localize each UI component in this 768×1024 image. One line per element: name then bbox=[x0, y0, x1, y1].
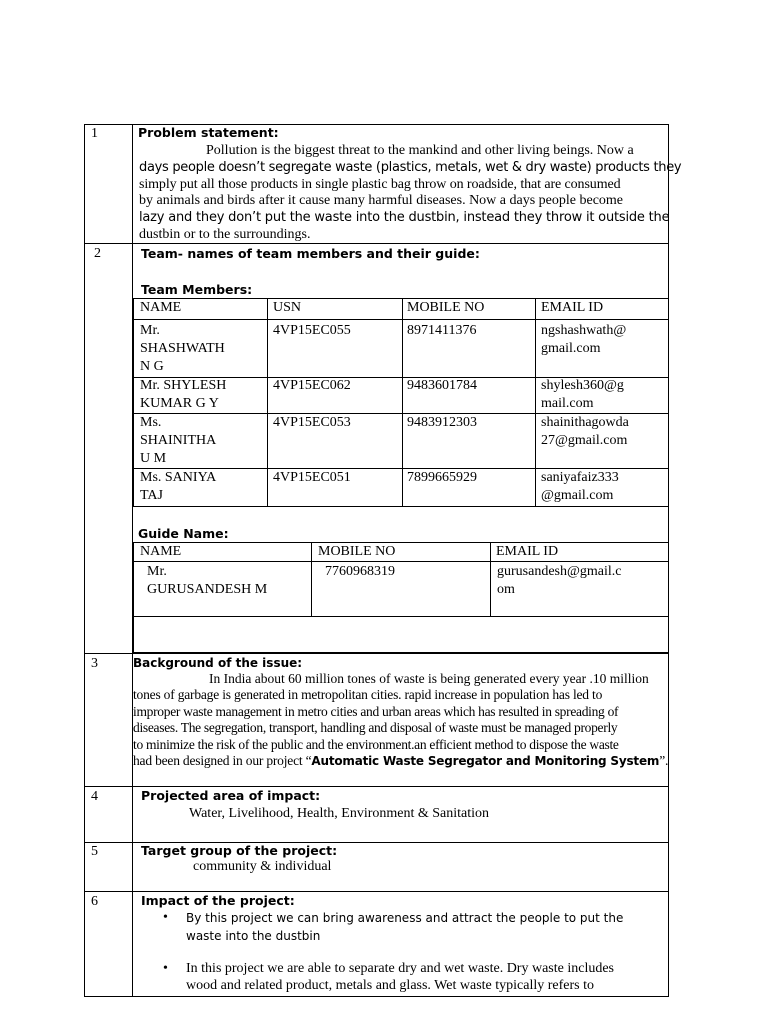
row-number: 1 bbox=[91, 126, 98, 141]
guide-header-name: NAME bbox=[140, 544, 182, 559]
team-header-name: NAME bbox=[140, 300, 182, 315]
row-number: 6 bbox=[91, 894, 98, 909]
team-heading: Team- names of team members and their guide: bbox=[141, 246, 480, 261]
background-text-line: In India about 60 million tones of waste is being generated every year .10 million bbox=[209, 671, 649, 686]
guide-header-mobile: MOBILE NO bbox=[318, 544, 396, 559]
member-name: Mr. SHASHWATH N G bbox=[140, 323, 225, 374]
empty-cell bbox=[133, 617, 669, 653]
member-usn: 4VP15EC062 bbox=[273, 378, 351, 393]
background-text-line: tones of garbage is generated in metropolitan cities. rapid increase in population has led to bbox=[133, 687, 603, 702]
member-name: Ms. SHAINITHA U M bbox=[140, 415, 217, 466]
guide-name: Mr. GURUSANDESH M bbox=[147, 564, 268, 597]
member-name: Ms. SANIYA TAJ bbox=[140, 470, 217, 503]
impact-bullet-line: wood and related product, metals and glass. Wet waste typically refers to bbox=[186, 978, 594, 993]
background-text-line: had been designed in our project “Automatic Waste Segregator and Monitoring System”. bbox=[133, 753, 669, 768]
problem-text-line: Pollution is the biggest threat to the mankind and other living beings. Now a bbox=[206, 143, 634, 158]
row-number: 3 bbox=[91, 656, 98, 671]
member-email: shainithagowda 27@gmail.com bbox=[541, 415, 629, 448]
member-email: saniyafaiz333 @gmail.com bbox=[541, 470, 619, 503]
member-usn: 4VP15EC053 bbox=[273, 415, 351, 430]
member-mobile: 9483601784 bbox=[407, 378, 477, 393]
impact-bullet-line: In this project we are able to separate dry and wet waste. Dry waste includes bbox=[186, 961, 615, 976]
member-mobile: 8971411376 bbox=[407, 323, 477, 338]
row-divider bbox=[84, 243, 669, 244]
team-members-heading: Team Members: bbox=[141, 282, 253, 297]
project-title: Automatic Waste Segregator and Monitoring System bbox=[311, 754, 660, 768]
team-header-usn: USN bbox=[273, 300, 302, 315]
target-group-heading: Target group of the project: bbox=[141, 843, 338, 858]
guide-mobile: 7760968319 bbox=[325, 564, 395, 579]
team-table-col-divider bbox=[402, 298, 403, 507]
team-table-row-divider bbox=[133, 319, 669, 320]
team-table-col-divider bbox=[267, 298, 268, 507]
member-mobile: 9483912303 bbox=[407, 415, 477, 430]
guide-email: gurusandesh@gmail.c om bbox=[497, 564, 622, 597]
member-usn: 4VP15EC055 bbox=[273, 323, 351, 338]
target-group-text: community & individual bbox=[193, 859, 332, 874]
impact-heading: Impact of the project: bbox=[141, 893, 295, 908]
impact-area-text: Water, Livelihood, Health, Environment & Sanitation bbox=[189, 806, 490, 821]
member-mobile: 7899665929 bbox=[407, 470, 477, 485]
member-usn: 4VP15EC051 bbox=[273, 470, 351, 485]
impact-area-heading: Projected area of impact: bbox=[141, 788, 321, 803]
guide-table-row-divider bbox=[133, 561, 669, 562]
row-divider bbox=[84, 891, 669, 892]
problem-text-line: lazy and they don’t put the waste into the dustbin, instead they throw it outside the bbox=[139, 210, 670, 225]
row-divider bbox=[84, 786, 669, 787]
problem-text-line: days people doesn’t segregate waste (plastics, metals, wet & dry waste) products they bbox=[139, 160, 682, 175]
guide-table-col-divider bbox=[490, 542, 491, 617]
background-text-line: improper waste management in metro cities and urban areas which has resulted in spreading of bbox=[133, 704, 619, 719]
row-divider bbox=[84, 653, 669, 654]
background-heading: Background of the issue: bbox=[133, 656, 303, 670]
row-number: 4 bbox=[91, 789, 98, 804]
guide-heading: Guide Name: bbox=[138, 526, 229, 541]
problem-text-line: dustbin or to the surroundings. bbox=[139, 227, 311, 242]
problem-text-line: by animals and birds after it cause many harmful diseases. Now a days people become bbox=[139, 193, 624, 208]
guide-header-email: EMAIL ID bbox=[496, 544, 559, 559]
row-number: 2 bbox=[94, 246, 101, 261]
guide-table-col-divider bbox=[311, 542, 312, 617]
bullet-icon: • bbox=[163, 961, 168, 976]
member-email: ngshashwath@ gmail.com bbox=[541, 323, 627, 356]
team-header-mobile: MOBILE NO bbox=[407, 300, 485, 315]
impact-bullet-line: waste into the dustbin bbox=[186, 929, 321, 943]
team-table-col-divider bbox=[535, 298, 536, 507]
team-header-email: EMAIL ID bbox=[541, 300, 604, 315]
member-name: Mr. SHYLESH KUMAR G Y bbox=[140, 378, 227, 411]
background-text-line: diseases. The segregation, transport, handling and disposal of waste must be managed properly bbox=[133, 720, 618, 735]
problem-statement-heading: Problem statement: bbox=[138, 125, 279, 140]
background-text-line: to minimize the risk of the public and the environment.an efficient method to dispose the waste bbox=[133, 737, 619, 752]
bullet-icon: • bbox=[163, 910, 168, 925]
member-email: shylesh360@g mail.com bbox=[541, 378, 624, 411]
impact-bullet-line: By this project we can bring awareness and attract the people to put the bbox=[186, 911, 624, 925]
row-number: 5 bbox=[91, 844, 98, 859]
problem-text-line: simply put all those products in single plastic bag throw on roadside, that are consumed bbox=[139, 177, 621, 192]
